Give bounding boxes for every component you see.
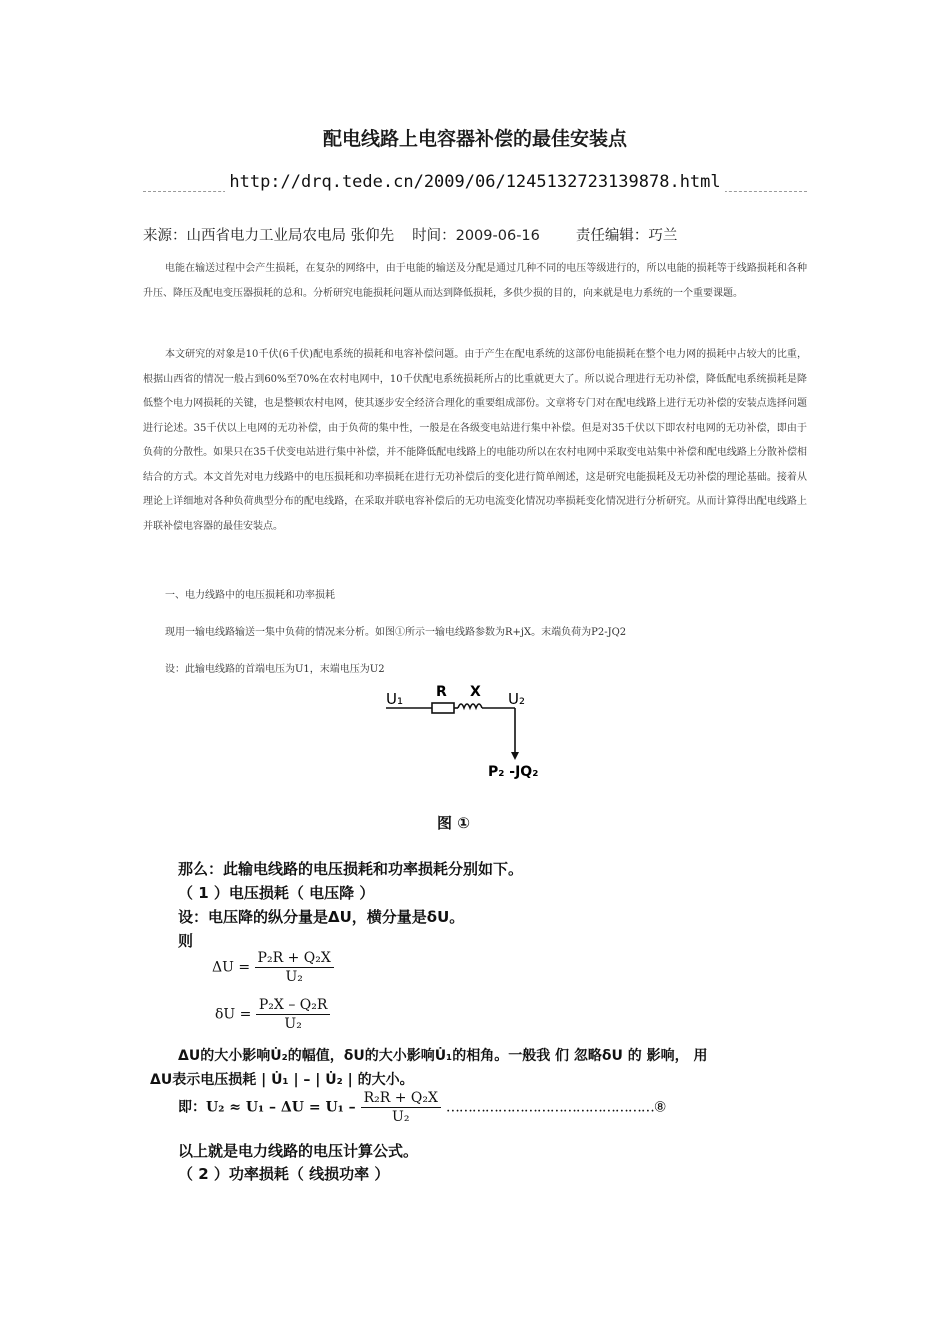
formula-delta-u-lhs: ΔU = [212, 959, 251, 976]
scan-setup: 设：电压降的纵分量是ΔU，横分量是δU。 [178, 908, 465, 926]
source-url-row [143, 172, 807, 198]
paragraph-scope: 本文研究的对象是10千伏(6千伏)配电系统的损耗和电容补偿问题。由于产生在配电系统的这部份电能损耗在整个电力网的损耗中占较大的比重，根据山西省的情况一般占到60%至70%在农村电网中，10千伏配电系统损耗所占的比重就更大了。所以说合理进行无功补偿，降低配电系统损耗是降低整个电力网损耗的关键，也是整顿农村电网，使其逐步安全经济合理化的重要组成部份。文章将专门对在配电线路上进行无功补偿的安装点选择问题进行论述。35千伏以上电网的无功补偿，由于负荷的集中性，一般是在各级变电站进行集中补偿。但是对35千伏以下即农村电网的无功补偿，即由于负荷的分散性。如果只在35千伏变电站进行集中补偿，并不能降低配电线路上的电能功所以在农村电网中采取变电站集中补偿和配电线路上分散补偿相结合的方式。本文首先对电力线路中的电压损耗和功率损耗在进行无功补偿后的变化进行简单阐述，这是研究电能损耗及无功补偿的理论基础。接着从理论上详细地对各种负荷典型分布的配电线路，在采取并联电容补偿后的无功电流变化情况功率损耗变化情况进行分析研究。从而计算得出配电线路上并联补偿电容器的最佳安装点。 [143, 349, 807, 532]
paragraph-intro: 电能在输送过程中会产生损耗，在复杂的网络中，由于电能的输送及分配是通过几种不同的电压等级进行的，所以电能的损耗等于线路损耗和各种升压、降压及配电变压器损耗的总和。分析研究电能损耗问题从而达到降低损耗，多供少损的目的，向来就是电力系统的一个重要课题。 [143, 263, 807, 299]
figure-caption: 图 ① [437, 814, 470, 832]
x-label: X [470, 684, 481, 700]
scan-intro: 那么：此输电线路的电压损耗和功率损耗分别如下。 [178, 860, 524, 878]
load-label: P₂ -JQ₂ [488, 764, 539, 780]
load-arrow [511, 752, 519, 760]
u1-label: U₁ [386, 690, 403, 708]
formula-small-delta-u [215, 997, 330, 1032]
formula-u2-den: U₂ [392, 1109, 410, 1125]
line-voltage-text: 设：此输电线路的首端电压为U1，末端电压为U2 [165, 664, 385, 675]
formula-delta-u-den: U₂ [285, 969, 303, 985]
u2-label: U₂ [508, 690, 525, 708]
meta-editor: 责任编辑：巧兰 [575, 228, 678, 244]
line-model-text: 现用一输电线路输送一集中负荷的情况来分析。如图①所示一输电线路参数为R+jX。末端负荷为P2-JQ2 [165, 627, 627, 638]
formula-small-delta-u-den: U₂ [284, 1016, 302, 1032]
scan-conclusion: 以上就是电力线路的电压计算公式。 [178, 1142, 419, 1160]
formula-small-delta-u-num: P₂X – Q₂R [256, 997, 331, 1015]
scan-item2: （ 2 ）功率损耗（ 线损功率 ） [178, 1165, 390, 1183]
r-label: R [436, 684, 447, 700]
page-title: 配电线路上电容器补偿的最佳安装点 [322, 128, 627, 150]
meta-source: 来源：山西省电力工业局农电局 张仰先 [143, 228, 395, 244]
source-url-link[interactable]: http://drq.tede.cn/2009/06/1245132723139878.html [225, 172, 724, 192]
resistor-symbol [432, 703, 454, 713]
formula-u2-leader-dots: ………………………………………… [445, 1099, 654, 1116]
formula-u2-tag: ⑧ [653, 1099, 667, 1116]
formula-u2-lhs: 即：U₂ ≈ U₁ – ΔU = U₁ – [178, 1099, 356, 1116]
scan-item1: （ 1 ）电压损耗（ 电压降 ） [178, 884, 375, 902]
section-heading: 一、电力线路中的电压损耗和功率损耗 [165, 590, 335, 601]
circuit-diagram [370, 680, 570, 780]
scan-note2: ΔU表示电压损耗 | U̇₁ | – | U̇₂ | 的大小。 [150, 1072, 414, 1088]
formula-delta-u-num: P₂R + Q₂X [255, 950, 334, 968]
meta-time: 时间：2009-06-16 [412, 228, 540, 244]
scan-then: 则 [178, 932, 194, 950]
formula-delta-u [212, 950, 334, 985]
formula-voltage-u2 [178, 1090, 666, 1125]
formula-u2-num: R₂R + Q₂X [361, 1090, 441, 1108]
scan-note1: ΔU的大小影响U̇₂的幅值，δU的大小影响U̇₁的相角。一般我 们 忽略δU 的 影响， 用 [178, 1048, 708, 1064]
formula-small-delta-u-lhs: δU = [215, 1006, 252, 1023]
article-meta [143, 224, 677, 245]
inductor-symbol [458, 704, 482, 708]
